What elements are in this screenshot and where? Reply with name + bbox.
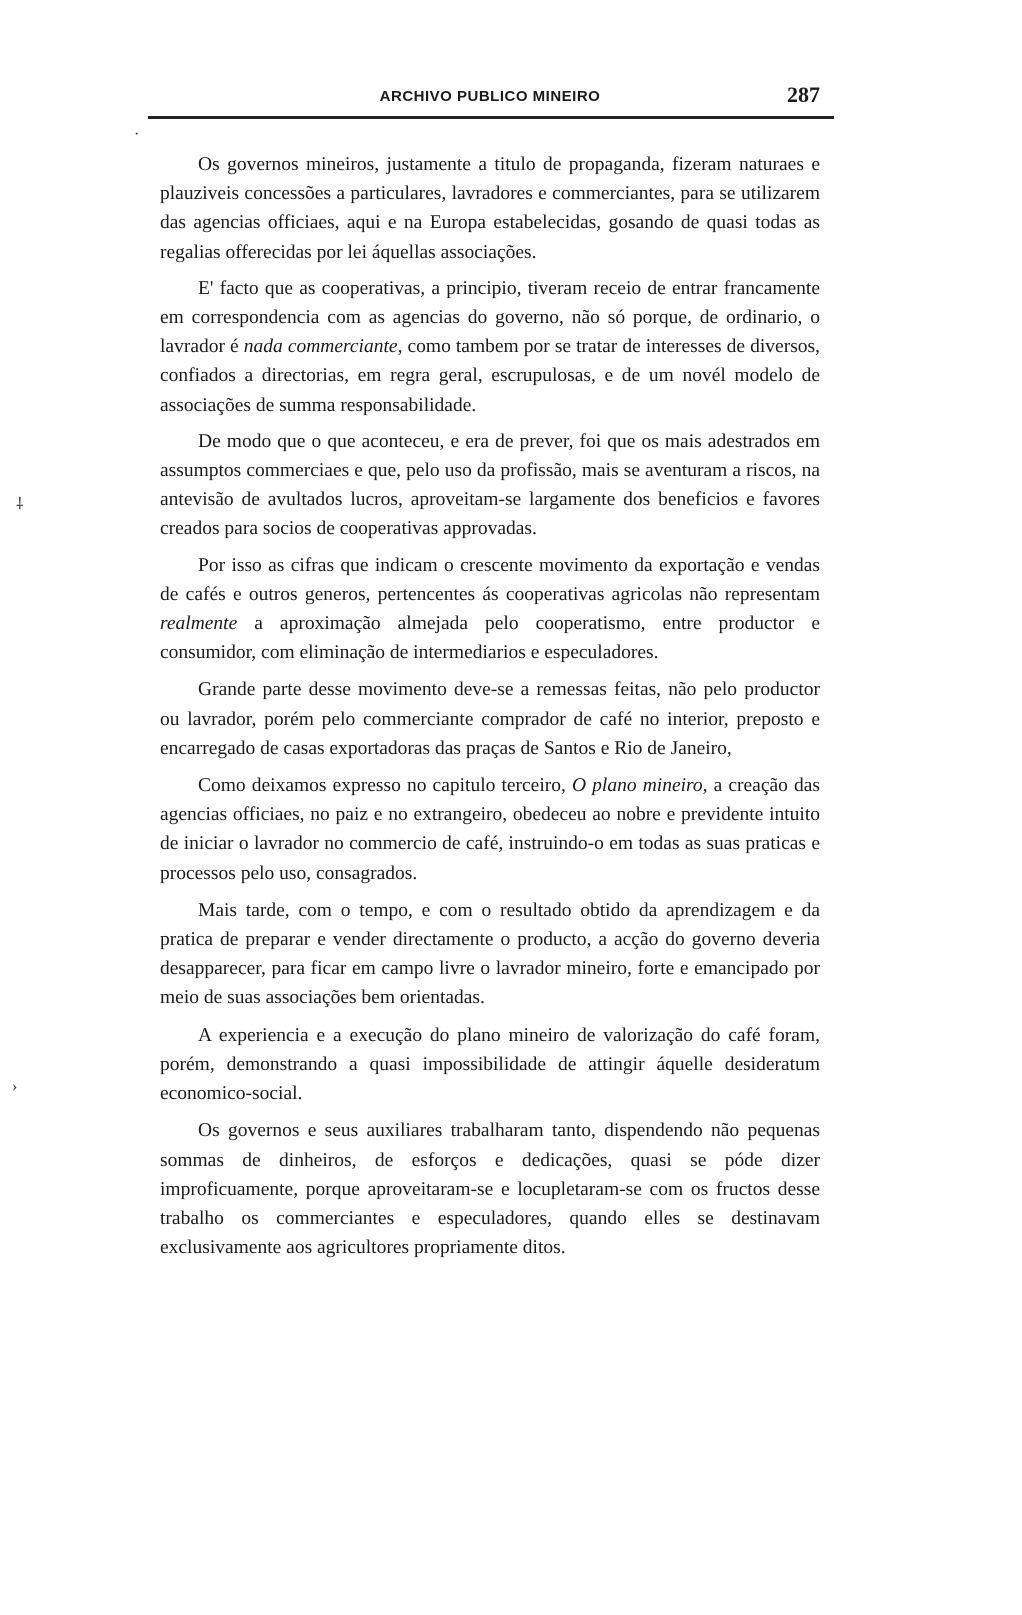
paragraph [160, 1021, 820, 1109]
paragraph-text: A experiencia e a execução do plano mineiro de valorização do café foram, porém, demonstrando a quasi impossibilidade de attingir áquelle desideratum economico-social. [160, 1024, 820, 1105]
paragraph [160, 551, 820, 668]
paragraph-text: , a creação das agencias officiaes, no paiz e no extrangeiro, obedeceu ao nobre e previdente intuito de iniciar o lavrador no commercio de café, instruindo-o em todas as suas praticas e processos pelo uso, consagrados. [160, 775, 820, 884]
paragraph-text: a aproximação almejada pelo cooperatismo, entre productor e consumidor, com eliminação de intermediarios e especuladores. [160, 613, 820, 664]
header-rule [148, 116, 834, 119]
paragraph [160, 150, 820, 267]
emphasis: O plano mineiro [571, 775, 703, 797]
running-head [150, 82, 830, 112]
paragraph-text: Os governos mineiros, justamente a titulo de propaganda, fizeram naturaes e plauziveis concessões a particulares, lavradores e commerciantes, para se utilizarem das agencias officiaes, aqui e na Europa estabelecidas, gosando de quasi todas as regalias offerecidas por lei áquellas associações. [160, 154, 820, 263]
paragraph-text: Mais tarde, com o tempo, e com o resultado obtido da aprendizagem e da pratica de preparar e vender directamente o producto, a acção do governo deveria desapparecer, para ficar em campo livre o lavrador mineiro, forte e emancipado por meio de suas associações bem orientadas. [160, 899, 820, 1009]
margin-mark: › [12, 1078, 18, 1095]
paragraph [160, 896, 820, 1013]
paragraph-text: , como tambem por se tratar de interesses de diversos, confiados a directorias, em regra geral, escrupulosas, e de um novél modelo de associações de summa responsabilidade. [160, 336, 820, 416]
paragraph [160, 274, 820, 420]
margin-mark: ⸸ [16, 496, 24, 513]
paragraph-text: Por isso as cifras que indicam o crescente movimento da exportação e vendas de cafés e outros generos, pertencentes ás cooperativas agricolas não representam [160, 554, 820, 605]
paragraph [160, 1116, 820, 1262]
paragraph [160, 771, 820, 888]
paragraph-text: Como deixamos expresso no capitulo terceiro, [198, 775, 572, 797]
paragraph-text: De modo que o que aconteceu, e era de prever, foi que os mais adestrados em assumptos commerciaes e que, pelo uso da profissão, mais se aventuram a riscos, na antevisão de avultados lucros, aproveitam-se largamente dos beneficios e favores creados para socios de cooperativas approvadas. [160, 430, 820, 540]
paragraph [160, 675, 820, 763]
emphasis: realmente [160, 613, 238, 635]
paragraph-text: E' facto que as cooperativas, a principio, tiveram receio de entrar francamente em correspondencia com as agencias do governo, não só porque, de ordinario, o lavrador é [160, 277, 820, 358]
page-number: 287 [787, 82, 820, 107]
paragraph-text: Os governos e seus auxiliares trabalharam tanto, dispendendo não pequenas sommas de dinheiros, de esforços e dedicações, quasi se póde dizer improficuamente, porque aproveitaram-se e locupletaram-se com os fructos desse trabalho os commerciantes e especuladores, quando elles se destinavam exclusivamente aos agricultores propriamente ditos. [160, 1120, 820, 1259]
body-text [160, 150, 820, 1269]
margin-mark: · [134, 126, 140, 143]
paragraph-text: Grande parte desse movimento deve-se a remessas feitas, não pelo productor ou lavrador, porém pelo commerciante comprador de café no interior, preposto e encarregado de casas exportadoras das praças de Santos e Rio de Janeiro, [160, 679, 820, 759]
emphasis: nada commerciante [243, 336, 398, 358]
paragraph [160, 427, 820, 544]
running-head-title: ARCHIVO PUBLICO MINEIRO [379, 88, 601, 105]
